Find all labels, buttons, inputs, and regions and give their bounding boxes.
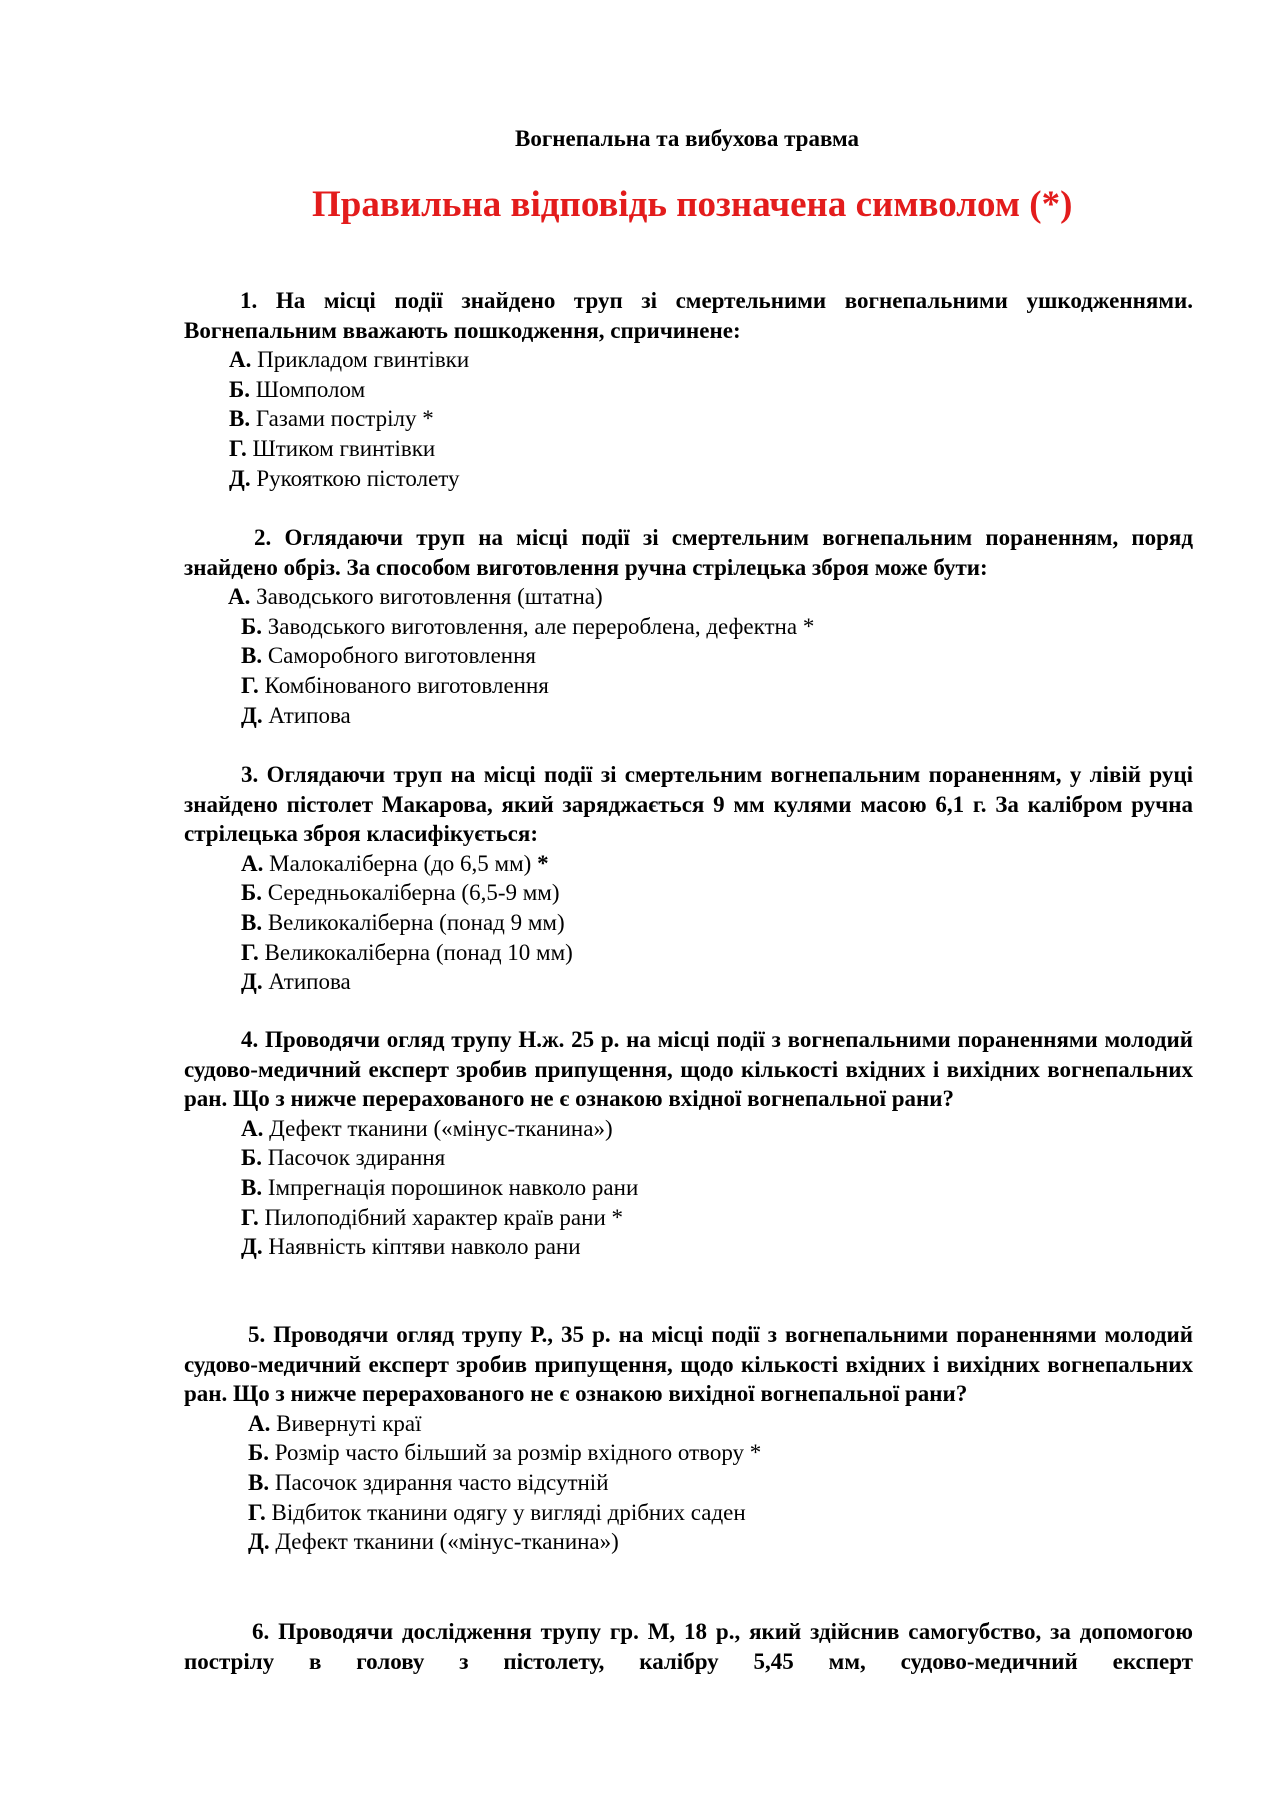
answer-option: Д. Наявність кіптяви навколо рани [241,1234,581,1260]
answer-option: В. Пасочок здирання часто відсутній [248,1469,609,1495]
answer-option: Г. Комбінованого виготовлення [241,673,549,699]
answer-option: Д. Дефект тканини («мінус-тканина») [248,1529,619,1555]
question-number: 4. [241,1027,259,1052]
document-title: Вогнепальна та вибухова травма [514,126,860,151]
answer-options [228,582,1193,730]
question-number: 5. [248,1322,266,1347]
question-text: 1. На місці події знайдено труп зі смертельними вогнепальними ушкодженнями. Вогнепальним вважають пошкодження, спричинене: [184,288,1194,343]
answer-option: А. Малокаліберна (до 6,5 мм) * [241,850,549,876]
answer-option: А. Вивернуті краї [248,1410,422,1436]
answer-options [241,1114,1193,1262]
answer-options [248,1409,1193,1557]
question-number: 1. [240,288,258,313]
answer-option: Д. Атипова [241,969,351,995]
answer-option: Г. Штиком гвинтівки [229,436,436,462]
question-number: 6. [252,1619,270,1644]
answer-option: Г. Великокаліберна (понад 10 мм) [241,939,573,965]
answer-option: А. Прикладом гвинтівки [229,347,470,372]
question-text: 6. Проводячи дослідження трупу гр. М, 18 р., який здійснив самогубство, за допомогою пострілу в голову з пістолету, калібру 5,45 мм, судово-медичний експерт [184,1619,1193,1674]
answer-option: Б. Шомполом [229,376,366,402]
answer-option: Г. Пилоподібний характер країв рани * [241,1204,624,1230]
answer-option: В. Імпрегнація порошинок навколо рани [241,1174,639,1200]
answer-option: Б. Заводського виготовлення, але перероблена, дефектна * [241,613,815,639]
answer-option: Д. Атипова [241,702,351,728]
question-number: 3. [241,762,259,787]
question [184,1617,1193,1676]
question [184,760,1193,997]
answer-options [241,849,1193,997]
question [184,286,1193,493]
answer-option: Д. Рукояткою пістолету [229,465,460,491]
question-text: 3. Оглядаючи труп на місці події зі смертельним вогнепальним пораненням, у лівій руці знайдено пістолет Макарова, який заряджається 9 мм кулями масою 6,1 г. За калібром ручна стрілецька зброя класифікується: [184,762,1194,846]
answer-option: Г. Відбиток тканини одягу у вигляді дрібних саден [248,1499,746,1525]
answer-option: А. Заводського виготовлення (штатна) [228,584,603,609]
answer-option: Б. Пасочок здирання [241,1145,446,1171]
answer-key-note: Правильна відповідь позначена символом (*) [312,184,1073,225]
answer-option: В. Саморобного виготовлення [241,643,536,669]
answer-option: В. Великокаліберна (понад 9 мм) [241,909,565,935]
answer-option: А. Дефект тканини («мінус-тканина») [241,1115,613,1141]
answer-options [229,345,1193,493]
question-text: 2. Оглядаючи труп на місці події зі смертельним вогнепальним пораненням, поряд знайдено обріз. За способом виготовлення ручна стрілецька зброя може бути: [184,525,1194,580]
question-number: 2. [254,525,272,550]
question [184,1320,1193,1557]
answer-option: Б. Середньокаліберна (6,5-9 мм) [241,880,560,906]
question [184,523,1193,730]
answer-option: В. Газами пострілу * [229,406,434,432]
question [184,1025,1193,1262]
question-text: 4. Проводячи огляд трупу Н.ж. 25 р. на місці події з вогнепальними пораненнями молодий судово-медичний експерт зробив припущення, щодо кількості вхідних і вихідних вогнепальних ран. Що з нижче перерахованого не є ознакою вхідної вогнепальної рани? [184,1027,1193,1111]
question-text: 5. Проводячи огляд трупу Р., 35 р. на місці події з вогнепальними пораненнями молодий судово-медичний експерт зробив припущення, щодо кількості вхідних і вихідних вогнепальних ран. Що з нижче перерахованого не є ознакою вихідної вогнепальної рани? [184,1322,1193,1406]
answer-option: Б. Розмір часто більший за розмір вхідного отвору * [248,1440,762,1466]
correct-answer-mark: * [537,850,549,876]
